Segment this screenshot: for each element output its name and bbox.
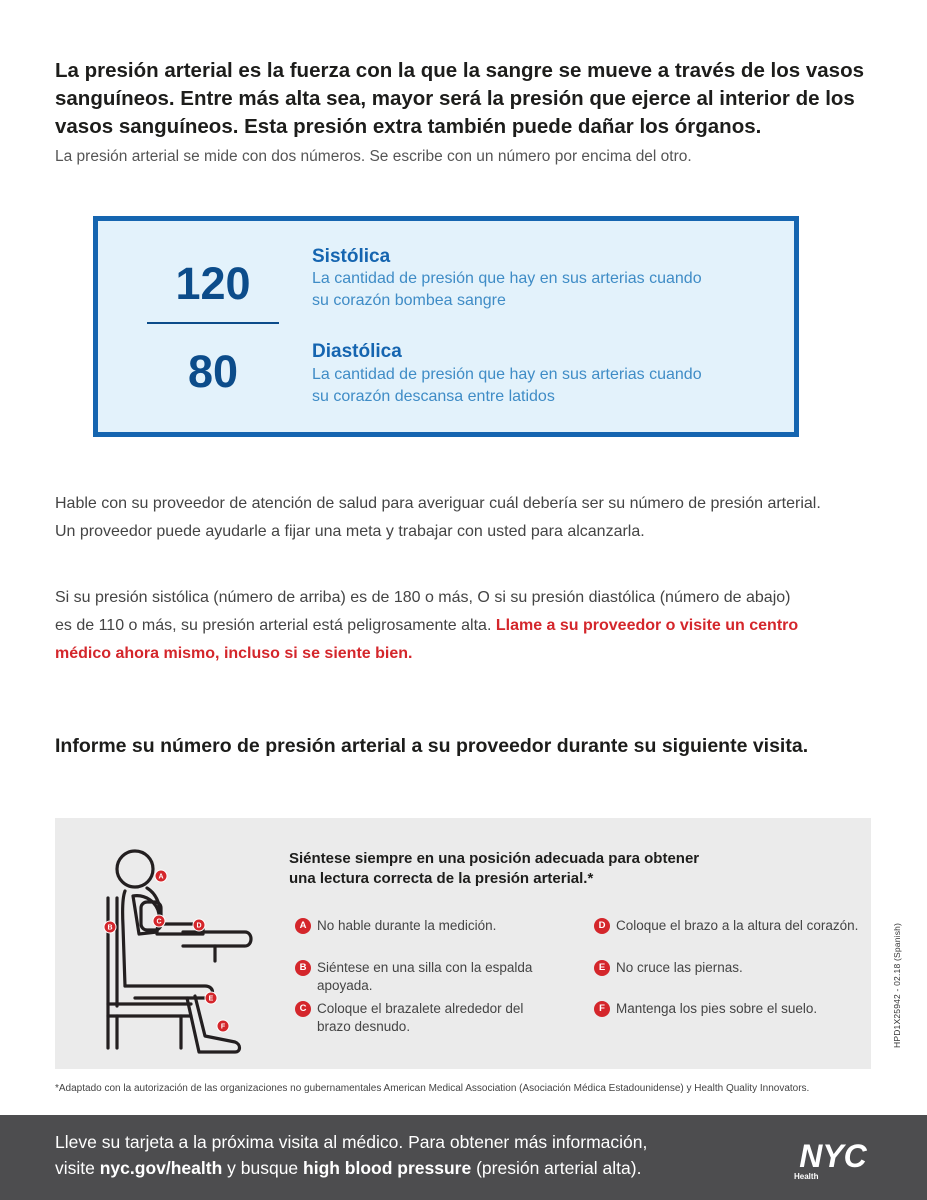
- footer-search-text: y busque: [222, 1158, 304, 1178]
- head-outline: [117, 851, 153, 887]
- footer-line-1: Lleve su tarjeta a la próxima visita al médico. Para obtener más información,: [55, 1132, 648, 1152]
- logo-health-text: Health: [794, 1172, 819, 1181]
- tip-badge-b: B: [295, 960, 311, 976]
- tip-text-a: No hable durante la medición.: [317, 918, 497, 933]
- figure-label-d: D: [196, 922, 202, 930]
- urgent-call-text: Llame a su proveedor o visite un centro: [495, 617, 799, 634]
- logo-nyc-text: NYC: [799, 1138, 867, 1174]
- footer-visit-text: visite: [55, 1158, 100, 1178]
- tip-item-e: [594, 959, 876, 977]
- footer-text: [55, 1129, 775, 1181]
- diastolic-description-line: su corazón descansa entre latidos: [312, 388, 555, 405]
- footer-bar: [0, 1115, 927, 1200]
- tips-title: [289, 849, 809, 889]
- provider-paragraph: [55, 490, 875, 546]
- intro-heading: [55, 57, 885, 141]
- systolic-number: 120: [175, 258, 251, 309]
- intro-heading-line: sanguíneos. Entre más alta sea, mayor será la presión que ejerce al interior de los: [55, 87, 855, 110]
- thigh: [125, 986, 213, 998]
- diastolic-description-line: La cantidad de presión que hay en sus arterias cuando: [312, 366, 702, 383]
- urgent-call-text-continued: médico ahora mismo, incluso si se siente bien.: [55, 645, 413, 662]
- diastolic-title: Diastólica: [312, 341, 402, 362]
- intro-heading-line: La presión arterial es la fuerza con la que la sangre se mueve a través de los vasos: [55, 59, 864, 82]
- footer-website-link[interactable]: nyc.gov/health: [99, 1158, 223, 1178]
- warning-line-2: [55, 612, 875, 640]
- tip-item-b: [295, 959, 577, 995]
- systolic-title: Sistólica: [312, 246, 391, 267]
- systolic-description-line: La cantidad de presión que hay en sus arterias cuando: [312, 270, 702, 287]
- positioning-tips-panel: [55, 818, 871, 1069]
- tips-title-line: una lectura correcta de la presión arterial.*: [289, 870, 594, 887]
- tip-item-d: [594, 917, 876, 935]
- footer-search-term: high blood pressure: [303, 1158, 472, 1178]
- figure-label-c: C: [156, 918, 162, 926]
- systolic-description: [312, 268, 772, 312]
- tip-badge-f: F: [594, 1001, 610, 1017]
- nyc-health-logo: [790, 1133, 876, 1183]
- diastolic-description: [312, 364, 772, 408]
- provider-paragraph-line: Hable con su proveedor de atención de salud para averiguar cuál debería ser su número de presión arterial.: [55, 495, 821, 512]
- warning-line-1: Si su presión sistólica (número de arriba) es de 180 o más, O si su presión diastólica (número de abajo): [55, 589, 791, 606]
- seated-person-illustration: [95, 836, 255, 1058]
- intro-heading-line: vasos sanguíneos. Esta presión extra también puede dañar los órganos.: [55, 115, 762, 138]
- tip-badge-c: C: [295, 1001, 311, 1017]
- tip-badge-a: A: [295, 918, 311, 934]
- fraction-divider: [147, 322, 279, 324]
- tip-text-d: Coloque el brazo a la altura del corazón.: [616, 918, 859, 933]
- figure-label-b: B: [107, 924, 113, 932]
- footer-translation-text: (presión arterial alta).: [471, 1158, 642, 1178]
- warning-paragraph: [55, 584, 875, 668]
- tip-item-a: [295, 917, 577, 935]
- tip-text-c: Coloque el brazalete alrededor del brazo desnudo.: [317, 1001, 524, 1034]
- figure-label-e: E: [208, 995, 214, 1003]
- provider-paragraph-line: Un proveedor puede ayudarle a fijar una meta y trabajar con usted para alcanzarla.: [55, 523, 645, 540]
- diastolic-number: 80: [187, 346, 239, 397]
- torso-back: [123, 891, 125, 986]
- footer-line-2: [55, 1155, 775, 1181]
- tip-item-c: [295, 1000, 552, 1036]
- tip-item-f: [594, 1000, 876, 1018]
- tip-text-e: No cruce las piernas.: [616, 960, 743, 975]
- lower-leg: [187, 996, 240, 1052]
- tip-text-f: Mantenga los pies sobre el suelo.: [616, 1001, 818, 1016]
- systolic-description-line: su corazón bombea sangre: [312, 292, 506, 309]
- document-code: HPD1X25942 - 02.18 (Spanish): [892, 922, 902, 1048]
- tips-title-line: Siéntese siempre en una posición adecuada para obtener: [289, 850, 700, 867]
- intro-subtext: La presión arterial se mide con dos números. Se escribe con un número por encima del otro.: [55, 148, 692, 165]
- figure-label-a: A: [158, 873, 164, 881]
- warning-text: es de 110 o más, su presión arterial está peligrosamente alta.: [55, 617, 496, 634]
- figure-label-f: F: [220, 1023, 226, 1031]
- tip-badge-e: E: [594, 960, 610, 976]
- tip-text-b: Siéntese en una silla con la espalda apoyada.: [317, 960, 533, 993]
- report-heading: Informe su número de presión arterial a su proveedor durante su siguiente visita.: [55, 735, 809, 757]
- blood-pressure-box: [93, 216, 799, 437]
- footnote: *Adaptado con la autorización de las organizaciones no gubernamentales American Medical Association (Asociación Médica Estadounidense) y Health Quality Innovators.: [55, 1083, 810, 1094]
- tip-badge-d: D: [594, 918, 610, 934]
